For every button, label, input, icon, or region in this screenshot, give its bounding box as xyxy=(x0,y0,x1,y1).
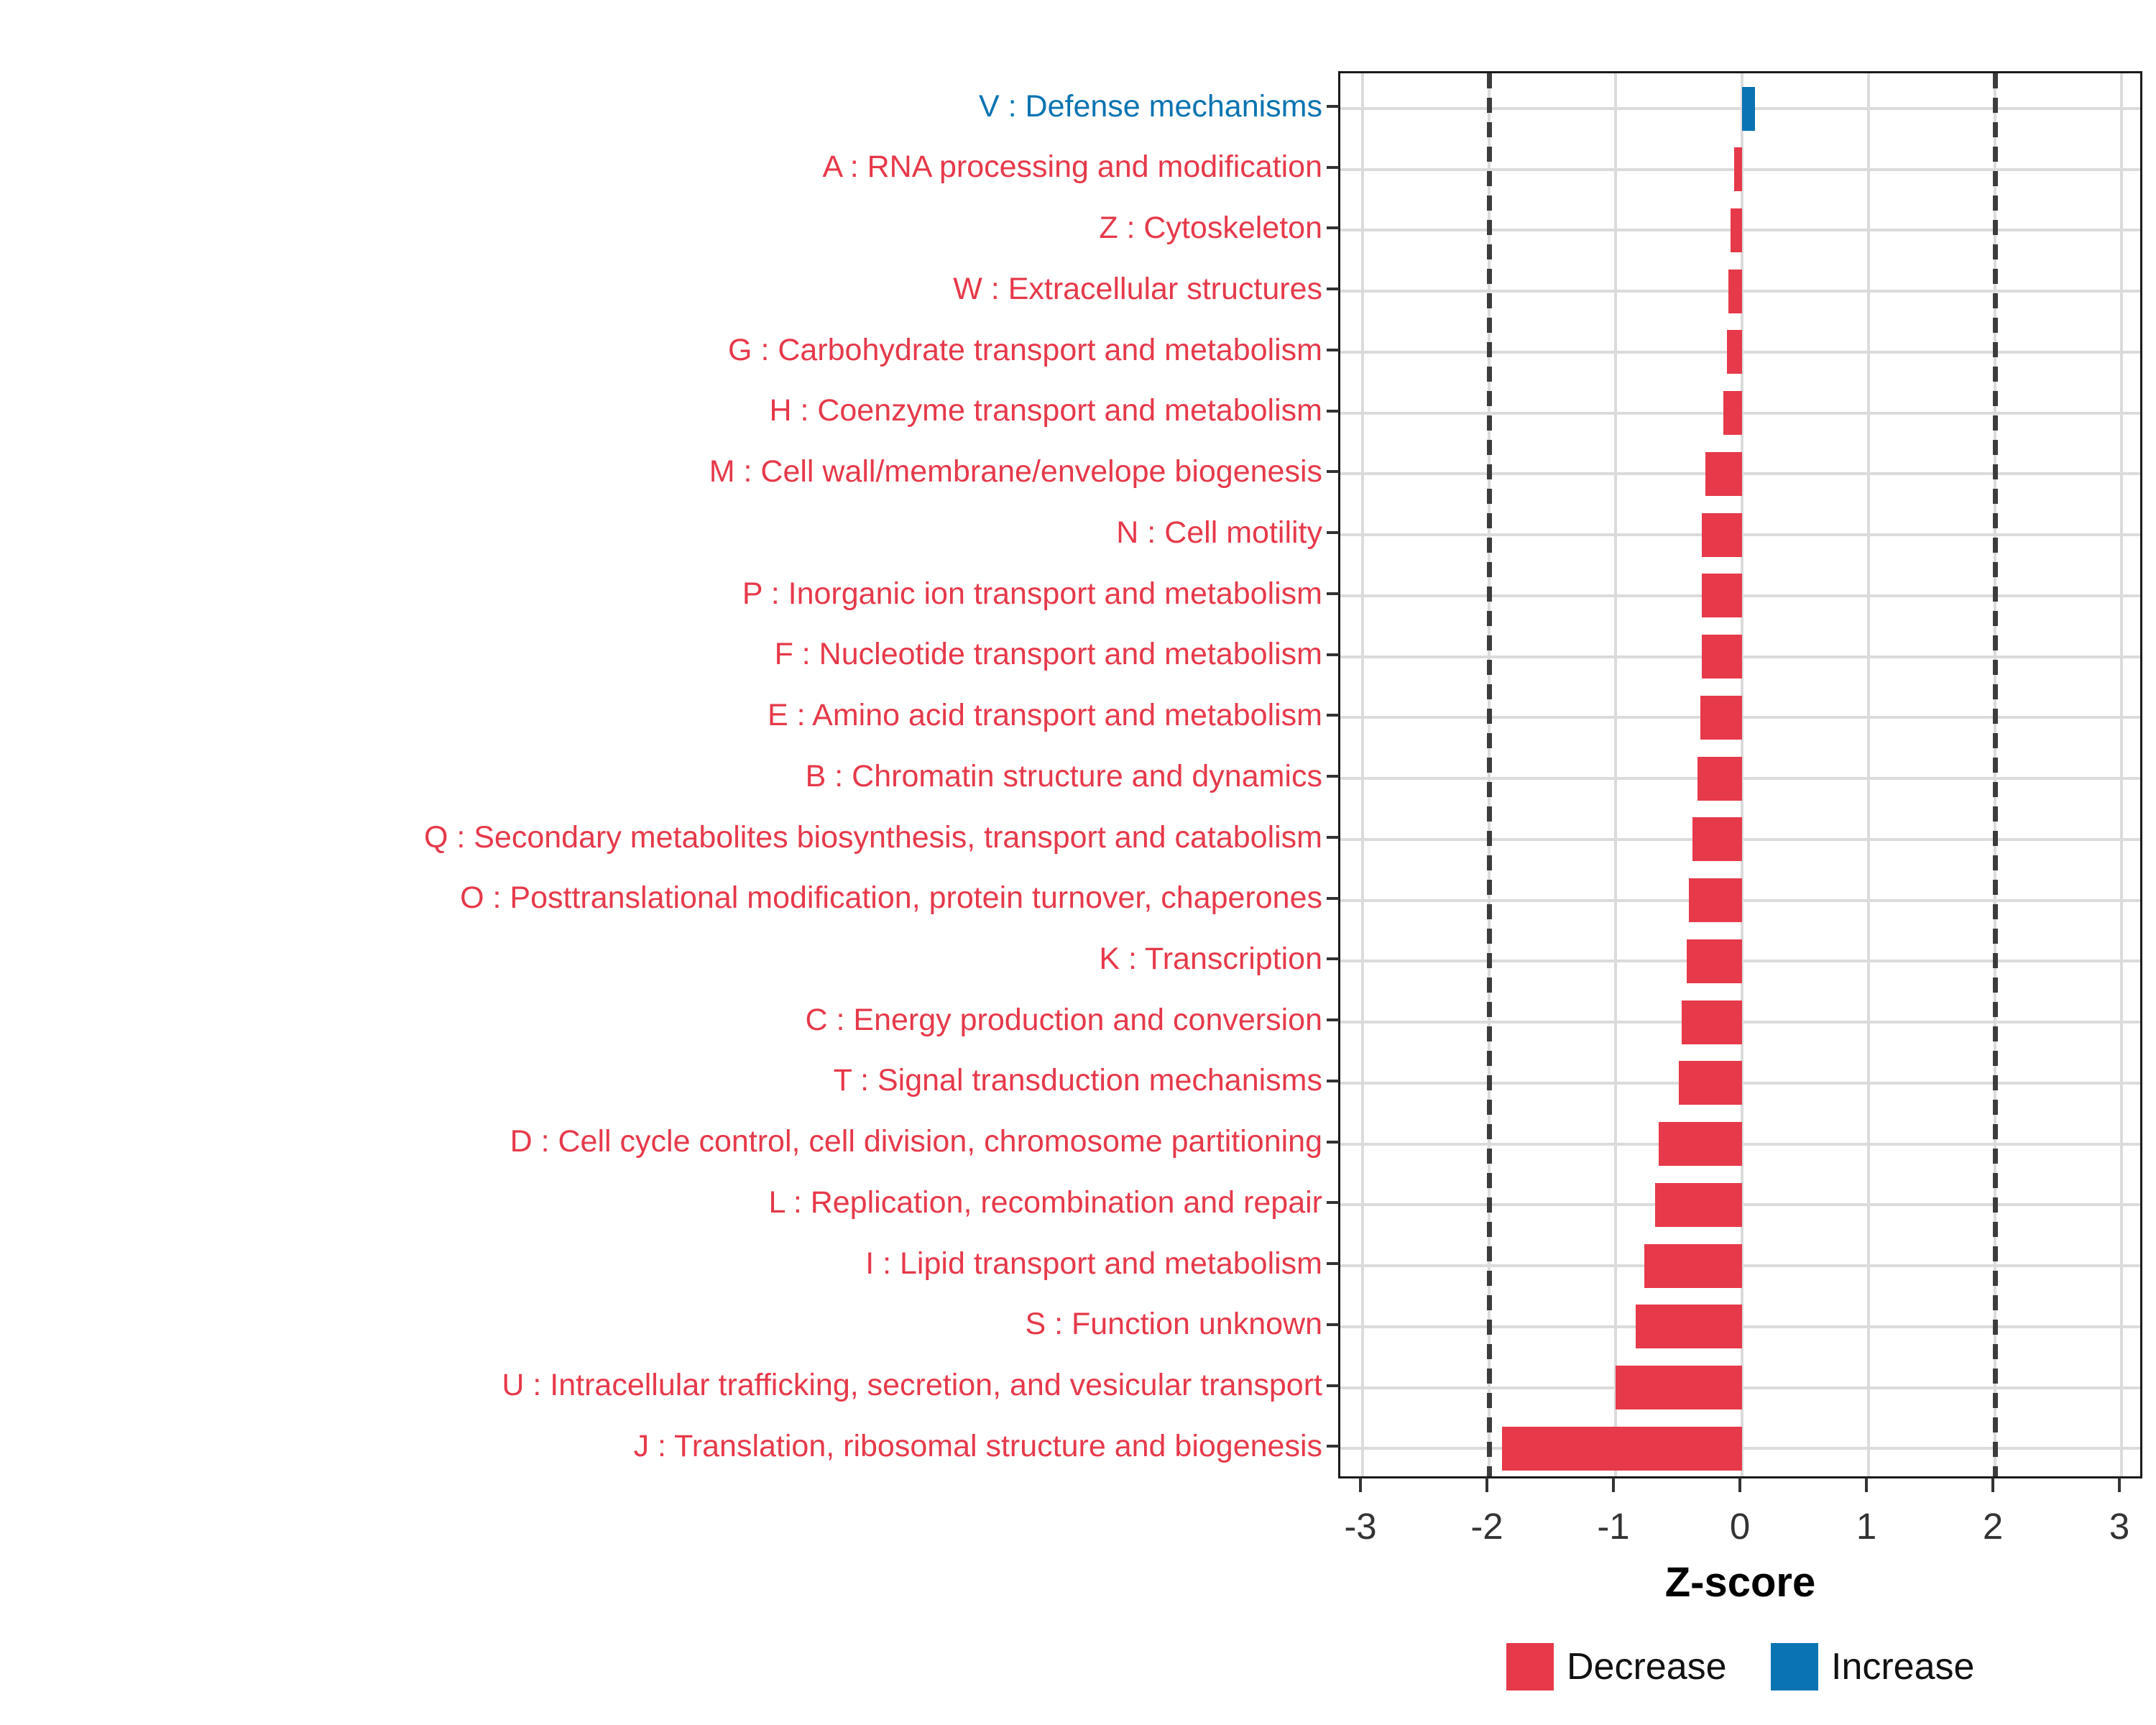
x-tick-mark xyxy=(1865,1478,1868,1492)
bar-V xyxy=(1742,87,1755,131)
category-label-Q: Q : Secondary metabolites biosynthesis, transport and catabolism xyxy=(423,819,1322,855)
bar-U xyxy=(1616,1366,1742,1409)
y-tick-mark xyxy=(1327,592,1339,595)
legend-label-decrease: Decrease xyxy=(1567,1646,1727,1688)
category-label-G: G : Carbohydrate transport and metabolism xyxy=(728,332,1322,367)
bar-B xyxy=(1697,757,1742,801)
x-tick-label: 1 xyxy=(1856,1506,1877,1547)
bar-S xyxy=(1636,1305,1742,1348)
bar-I xyxy=(1644,1244,1742,1288)
y-tick-mark xyxy=(1327,957,1339,960)
dashed-reference-line xyxy=(1487,73,1492,1476)
category-label-M: M : Cell wall/membrane/envelope biogenesis xyxy=(709,454,1322,489)
y-tick-mark xyxy=(1327,349,1339,351)
y-tick-mark xyxy=(1327,1384,1339,1387)
x-tick-label: -1 xyxy=(1597,1506,1630,1547)
y-tick-mark xyxy=(1327,1262,1339,1265)
y-tick-mark xyxy=(1327,531,1339,534)
x-tick-label: 0 xyxy=(1729,1506,1751,1547)
y-tick-mark xyxy=(1327,226,1339,229)
y-tick-mark xyxy=(1327,1141,1339,1144)
y-tick-mark xyxy=(1327,288,1339,290)
bar-O xyxy=(1689,878,1742,922)
legend-swatch-increase xyxy=(1771,1643,1818,1690)
y-tick-mark xyxy=(1327,470,1339,473)
x-tick-mark xyxy=(1991,1478,1994,1492)
category-label-Z: Z : Cytoskeleton xyxy=(1099,211,1322,246)
x-axis-title: Z-score xyxy=(1664,1559,1816,1606)
bar-F xyxy=(1702,635,1742,678)
y-tick-mark xyxy=(1327,166,1339,169)
bar-W xyxy=(1728,270,1742,313)
category-label-W: W : Extracellular structures xyxy=(953,271,1322,306)
bar-J xyxy=(1502,1427,1742,1471)
category-label-B: B : Chromatin structure and dynamics xyxy=(805,758,1322,794)
x-tick-label: 3 xyxy=(2109,1506,2130,1547)
category-label-N: N : Cell motility xyxy=(1116,515,1322,550)
bar-A xyxy=(1734,147,1742,191)
bar-Z xyxy=(1731,208,1742,252)
category-label-P: P : Inorganic ion transport and metabolism xyxy=(742,576,1322,611)
category-label-I: I : Lipid transport and metabolism xyxy=(865,1246,1322,1281)
gridline-vertical xyxy=(1614,73,1617,1476)
y-tick-mark xyxy=(1327,105,1339,108)
bar-Q xyxy=(1692,817,1742,861)
y-tick-mark xyxy=(1327,714,1339,717)
category-label-C: C : Energy production and conversion xyxy=(805,1002,1322,1037)
y-tick-mark xyxy=(1327,1018,1339,1021)
x-tick-mark xyxy=(1612,1478,1615,1492)
bar-M xyxy=(1705,452,1742,496)
x-tick-mark xyxy=(1738,1478,1741,1492)
category-label-U: U : Intracellular trafficking, secretion, and vesicular transport xyxy=(502,1368,1322,1403)
dashed-reference-line xyxy=(1993,73,1998,1476)
y-tick-mark xyxy=(1327,1323,1339,1326)
x-tick-label: 2 xyxy=(1982,1506,2004,1547)
bar-G xyxy=(1727,330,1742,374)
category-label-D: D : Cell cycle control, cell division, chromosome partitioning xyxy=(510,1124,1322,1159)
category-label-V: V : Defense mechanisms xyxy=(979,88,1322,124)
y-tick-mark xyxy=(1327,775,1339,778)
bar-K xyxy=(1687,939,1742,983)
bar-D xyxy=(1659,1122,1742,1166)
plot-panel xyxy=(1338,71,2142,1478)
y-tick-mark xyxy=(1327,1445,1339,1448)
category-label-E: E : Amino acid transport and metabolism xyxy=(768,698,1322,733)
y-tick-mark xyxy=(1327,1201,1339,1204)
category-label-K: K : Transcription xyxy=(1099,941,1322,976)
bar-T xyxy=(1679,1061,1742,1105)
y-tick-mark xyxy=(1327,836,1339,839)
category-label-L: L : Replication, recombination and repair xyxy=(768,1184,1322,1220)
x-tick-mark xyxy=(1485,1478,1488,1492)
y-tick-mark xyxy=(1327,1080,1339,1082)
category-label-A: A : RNA processing and modification xyxy=(822,150,1322,185)
legend-label-increase: Increase xyxy=(1831,1646,1975,1688)
bar-E xyxy=(1700,696,1742,740)
x-tick-label: -2 xyxy=(1470,1506,1503,1547)
bar-N xyxy=(1702,513,1742,557)
gridline-vertical xyxy=(2120,73,2123,1476)
x-tick-mark xyxy=(1359,1478,1362,1492)
bar-L xyxy=(1655,1183,1742,1227)
gridline-vertical xyxy=(1361,73,1364,1476)
x-tick-mark xyxy=(2118,1478,2121,1492)
bar-C xyxy=(1682,1000,1742,1044)
y-tick-mark xyxy=(1327,653,1339,656)
bar-H xyxy=(1723,391,1742,435)
category-label-J: J : Translation, ribosomal structure and biogenesis xyxy=(633,1428,1322,1463)
category-label-O: O : Posttranslational modification, protein turnover, chaperones xyxy=(460,880,1322,916)
y-tick-mark xyxy=(1327,410,1339,413)
category-label-T: T : Signal transduction mechanisms xyxy=(833,1063,1322,1098)
bar-P xyxy=(1702,574,1742,617)
legend-swatch-decrease xyxy=(1506,1643,1554,1690)
y-tick-mark xyxy=(1327,897,1339,900)
category-label-H: H : Coenzyme transport and metabolism xyxy=(769,393,1322,428)
gridline-vertical xyxy=(1867,73,1870,1476)
x-tick-label: -3 xyxy=(1344,1506,1377,1547)
category-label-S: S : Function unknown xyxy=(1025,1307,1322,1342)
category-label-F: F : Nucleotide transport and metabolism xyxy=(774,637,1322,672)
